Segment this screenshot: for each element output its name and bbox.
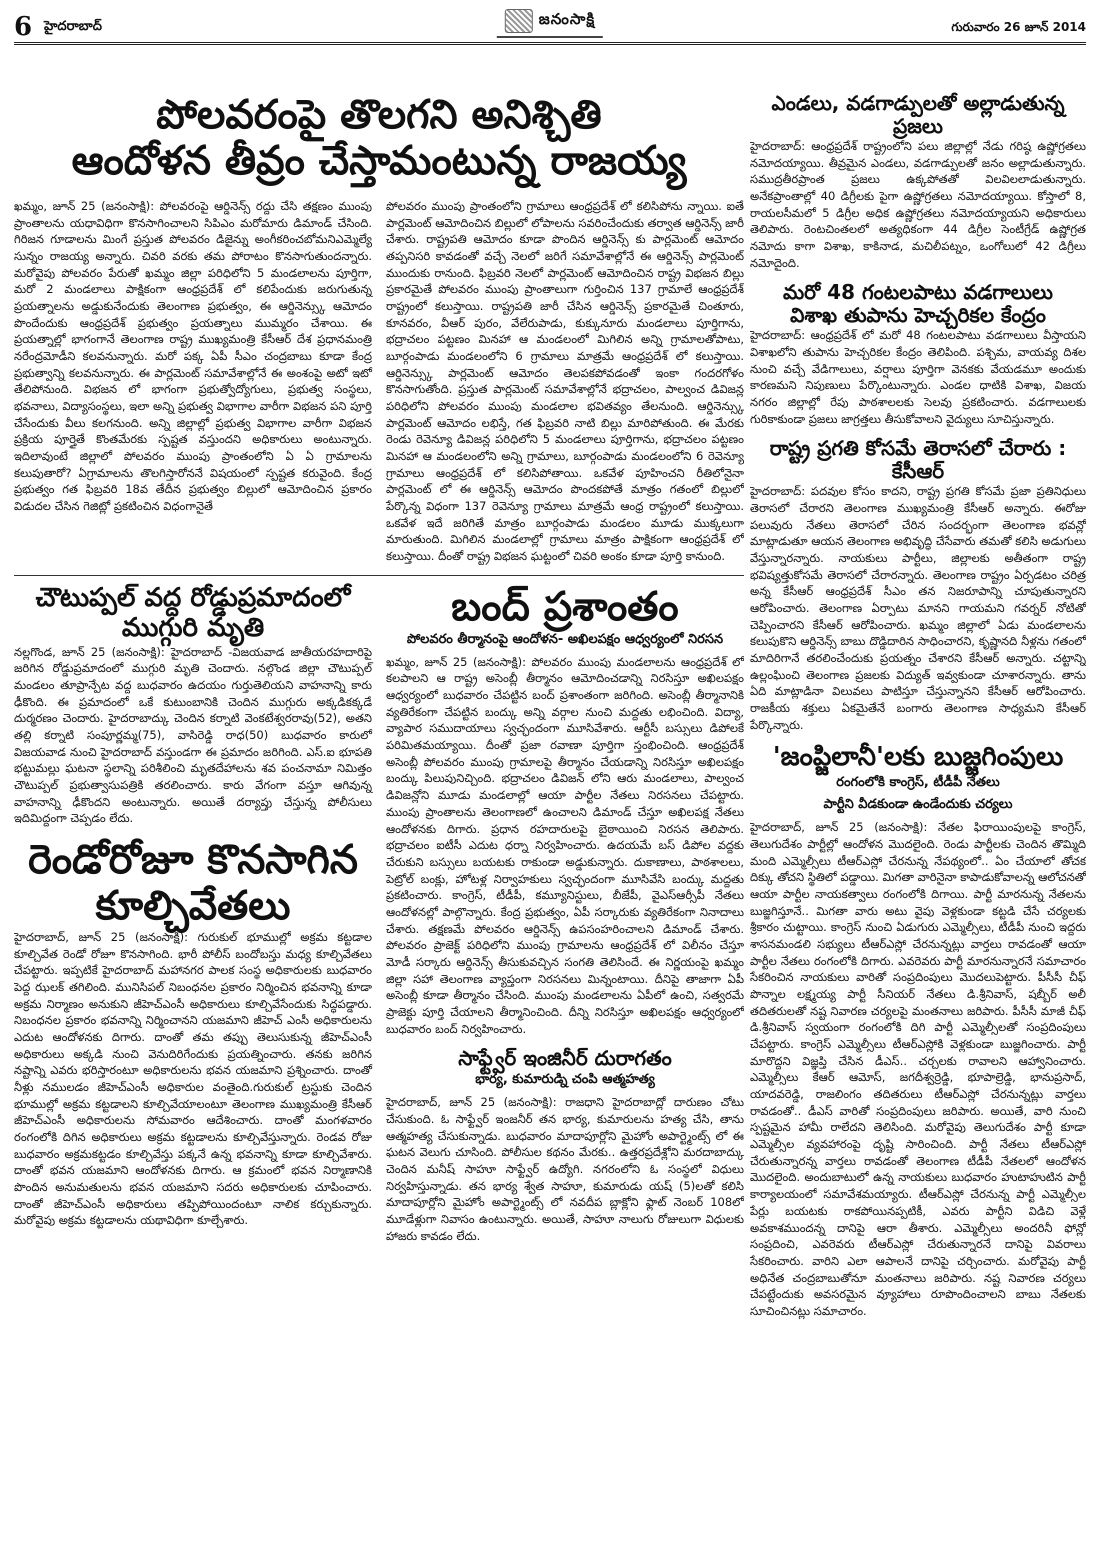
headline-polavaram-line2: ఆందోళన తీవ్రం చేస్తామంటున్న రాజయ్య: [71, 138, 687, 184]
headline-kulchivetalu-line1: రెండోరోజూ కొనసాగిన: [28, 836, 358, 883]
article-polavaram-body-1: ఖమ్మం, జూన్ 25 (జనంసాక్షి): పోలవరంపై ఆర్డినెన్స్ రద్దు చేసి తక్షణం ముంపు ప్రాంతాలను యధావిధిగా కొనసాగించాలని సిపిఎం మరోమారు డిమాండ్ చేసింది. గిరిజన గూడాలను మింగే ప్రస్తుత పోలవరం డిజైన్ను అంగీకరించబోమనిఎమ్మెల్యే సున్నం రాజయ్య అన్నారు. చివరి వరకు తమ పోరాటం కొనసాగుతుందన్నారు. మరోవైపు పోలవరం పేరుతో ఖమ్మం జిల్లా పరిధిలోని 5 మండలాలను పూర్తిగా, మరో 2 మండలాలు పాక్షికంగా ఆంధ్రప్రదేశ్ లో కలిపేందుకు జరుగుతున్న ప్రయత్నాలను అడ్డుకునేందుకు తెలంగాణ ప్రభుత్వం, ఈ ఆర్డినెన్స్కు ఆమోదం పొందేందుకు ఆంధ్రప్రదేశ్ ప్రభుత్వం ప్రయత్నాలు ముమ్మరం చేశాయి. ఈ ప్రయత్నాల్లో భాగంగానే తెలంగాణ రాష్ట్ర ముఖ్యమంత్రి కేసీఆర్ దేశ ప్రధానమంత్రి నరేంద్రమోడీని కలవనున్నారు. మరో పక్క ఏపీ సీఎం చంద్రబాబు కూడా కేంద్ర ప్రభుత్వాన్ని కలవనున్నారు. ఈ పార్లమెంట్ సమావేశాల్లోనే ఈ అంశంపై అటో ఇటో తేలిపోనుంది. విభజన లో భాగంగా ప్రభుత్వోద్యోగులు, ప్రభుత్వ సంస్థలు, భవనాలు, విద్యాసంస్థలు, ఇలా అన్ని ప్రభుత్వ విభాగాల వారీగా విభజన పని పూర్తి చేసేందుకు వీలు కలగనుంది. అన్ని జిల్లాల్లో ప్రభుత్వ విభాగాల వారీగా విభజన ప్రక్రియ పూర్తైతే కొంతమేరకు స్పష్టత వస్తుందని అధికారులు అంటున్నారు. ఇదిలావుంటే జిల్లాలో పోలవరం ముంపు ప్రాంతంలోని ఏ ఏ గ్రామాలను కలుపుతారో? ఏగ్రామాలను తొలగిస్తారోననే విషయంలో స్పష్టత కరువైంది. కేంద్ర ప్రభుత్వం గత ఫిబ్రవరి 18వ తేదీన ప్రభుత్వం బిల్లులో ఆమోదించిన ప్రకారం విడుదల చేసిన గెజిట్లో ప్రకటించిన విధంగానైతే: [14, 199, 372, 514]
side-column: [750, 92, 1086, 1330]
main-column: [14, 92, 744, 1254]
page-number: 6: [14, 12, 33, 42]
article-jump: [750, 743, 1086, 1319]
subheadline-jump-1: రంగంలోకి కాంగ్రెస్, టీడీపీ నేతలు: [836, 775, 1000, 791]
divider: [14, 575, 744, 576]
headline-kulchivetalu-line2: కూల్చివేతలు: [95, 882, 291, 929]
headline-storm-line1: మరో 48 గంటలపాటు వడగాలులు: [783, 280, 1053, 305]
article-kcr-body: హైదరాబాద్: పదవుల కోసం కాదని, రాష్ట్ర ప్రగతి కోసమే ప్రజా ప్రతినిధులు తెరాసలో చేరారని తెలంగాణ ముఖ్యమంత్రి కేసీఆర్ అన్నారు. ఈరోజు పలువురు నేతలు తెరాసలో చేరిన సందర్భంగా తెలంగాణ భవన్లో మాట్లాడుతూ ఆయన తెలంగాణ అభివృద్ధి చేసేవారు తమతో కలిసి అడుగులు వేస్తున్నారన్నారు. నాయకులు పార్టీలు, జిల్లాలకు అతీతంగా రాష్ట్ర భవిష్యత్తుకోసమే తెరాసలో చేరారన్నారు. తెలంగాణ రాష్ట్రం ఏర్పడటం చరిత్ర అన్న కేసీఆర్ ఆంధ్రప్రదేశ్ సీఎం తన నిజరూపాన్ని చూపుతున్నారని ఆరోపించారు. తెలంగాణ ఏర్పాటు మానని గాయమని గవర్నర్ నోటితో చెప్పించారని కేసీఆర్ ఆరోపించారు. ఖమ్మం జిల్లాలో ఏడు మండలాలను కలుపుకొని ఆర్డినెన్స్ బాబు దొడ్డిదారిన సాధించారని, కృష్ణానది నీళ్లను గతంలో మాదిరిగానే తరలించేందుకు ప్రయత్నం చేశారని కేసీఆర్ అన్నారు. చట్టాన్ని ఉల్లంఘించి తెలంగాణ ప్రజలకు విద్యుత్ ఇవ్వకుండా చూశారన్నారు. తాను ఏది మాట్లాడినా విలువలు పాటిస్తూ చేస్తున్నానని కేసీఆర్ ఆరోపించారు. రాజకీయ శక్తులు ఏకమైతేనే బంగారు తెలంగాణ సాధ్యమని కేసీఆర్ పేర్కొన్నారు.: [750, 484, 1086, 732]
article-storm-body: హైదరాబాద్: ఆంధ్రప్రదేశ్ లో మరో 48 గంటలపాటు వడగాలులు వీస్తాయని విశాఖలోని తుపాను హెచ్చరికల కేంద్రం తెలిపింది. పశ్చిమ, వాయవ్య దిశల నుంచి వచ్చే వేడిగాలులు, వర్షాలు పూర్తిగా వెనకకు వేయడమూ అందుకు కారణమని నిపుణులు పేర్కొంటున్నారు. ఎండల ధాటికి విశాఖ, విజయ నగరం జిల్లాల్లో రేపు పాఠశాలలకు సెలవు ప్రకటించారు. వడగాలులకు గురికాకుండా ప్రజలు జాగ్రత్తలు తీసుకోవాలని వైద్యులు సూచిస్తున్నారు.: [750, 328, 1086, 426]
headline-bandh: బంద్ ప్రశాంతం: [451, 583, 679, 630]
article-choutuppal: [14, 584, 372, 827]
article-software: [386, 1047, 744, 1244]
masthead: [497, 6, 603, 38]
issue-date: గురువారం 26 జూన్ 2014: [951, 20, 1086, 34]
article-jump-body: హైదరాబాద్, జూన్ 25 (జనంసాక్షి): నేతల ఫిరాయింపులపై కాంగ్రెస్, తెలుగుదేశం పార్టీల్లో ఆందోళన మొదలైంది. రెండు పార్టీలకు చెందిన తొమ్మిది మంది ఎమ్మెల్సీలు టీఆర్ఎస్లో చేరనున్న నేపథ్యంలో.. ఏం చేయాలో తోచక దిక్కు తోచని స్థితిలో పడ్డాయి. మిగతా వారినైనా కాపాడుకోవాలన్న ఆలోచనతో ఆయా పార్టీల నాయకత్వాలు రంగంలోకి దిగాయి. పార్టీ మారనున్న నేతలను బుజ్జగిస్తూనే.. మిగతా వారు అటు వైపు వెళ్లకుండా కట్టడి చేసే చర్యలకు శ్రీకారం చుట్టాయి. కాంగ్రెస్ నుంచి ఏడుగురు ఎమ్మెల్సీలు, టీడీపీ నుంచి ఇద్దరు శాసనమండలి సభ్యులు టీఆర్ఎస్లో చేరనున్నట్లు వార్తలు రావడంతో ఆయా పార్టీల నేతలు రంగంలోకి దిగారు. ఎవరెవరు పార్టీ మారనున్నారనే సమాచారం సేకరించిన నాయకులు వారితో సంప్రదింపులు మొదలుపెట్టారు. పీసీసీ చీఫ్ పొన్నాల లక్ష్మయ్య పార్టీ సీనియర్ నేతలు డి.శ్రీనివాస్, షబ్బీర్ అలీ తదితరులతో నష్ట నివారణ చర్యలపై మంతనాలు జరిపారు. పీసీసీ మాజీ చీఫ్ డి.శ్రీనివాస్ స్వయంగా రంగంలోకి దిగి పార్టీ ఎమ్మెల్సీలతో సంప్రదింపులు చేపట్టారు. కాంగ్రెస్ ఎమ్మెల్సీలు టీఆర్ఎస్లోకి వెళ్లకుండా బుజ్జగించారు. పార్టీ మారొద్దని విజ్ఞప్తి చేసిన డీఎస్.. చర్చలకు రావాలని ఆహ్వానించారు. ఎమ్మెల్సీలు కేఆర్ ఆమోస్, జగదీశ్వర్రెడ్డి, భూపాల్రెడ్డి, భానుప్రసాద్, యాదవరెడ్డి, రాజలింగం తదితరులు టీఆర్ఎస్లో చేరనున్నట్లు వార్తలు రావడంతో.. డీఎస్ వారితో సంప్రదింపులు జరిపారు. అయితే, వారి నుంచి స్పష్టమైన హామీ రాలేదని తెలిసింది. మరోవైపు తెలుగుదేశం పార్టీ కూడా ఎమ్మెల్సీల వ్యవహారంపై దృష్టి సారించింది. పార్టీ నేతలు టీఆర్ఎస్లో చేరుతున్నారన్న వార్తలు రావడంతో తెలంగాణ టీడీపీ నేతలలో ఆందోళన మొదలైంది. అందుబాటులో ఉన్న నాయకులు బుధవారం హుటాహుటిన పార్టీ కార్యాలయంలో సమావేశమయ్యారు. టీఆర్ఎస్లో చేరనున్న పార్టీ ఎమ్మెల్సీల పేర్లు బయటకు రాకపోయినప్పటికీ, ఎవరు పార్టీని విడిచి వెళ్లే అవకాశముందన్న దానిపై ఆరా తీశారు. ఎమ్మెల్సీలు అందరినీ ఫోన్లో సంప్రదించి, ఎవరెవరు టీఆర్ఎస్లో చేరుతున్నారనే దానిపై వివరాలు సేకరించారు. వారిని ఎలా ఆపాలనే దానిపై చర్చించారు. మరోవైపు పార్టీ అధినేత చంద్రబాబుతోనూ మంతనాలు జరిపారు. నష్ట నివారణ చర్యలు చేపట్టేందుకు అవసరమైన వ్యూహాలు రూపొందించాలని బాబు నేతలకు సూచించినట్లు సమాచారం.: [750, 820, 1086, 1318]
headline-software: సాఫ్ట్వేర్ ఇంజినీర్ దురాగతం: [458, 1046, 672, 1071]
article-storm: [750, 281, 1086, 427]
article-polavaram: [14, 92, 744, 565]
article-kcr: [750, 437, 1086, 733]
subheadline-jump-2: పార్టీని వీడకుండా ఉండేందుకు చర్యలు: [823, 797, 1013, 813]
page-header: [14, 6, 1086, 45]
headline-choutuppal-line2: ముగ్గురి మృతి: [121, 612, 265, 643]
article-heat-body: హైదరాబాద్: ఆంధ్రప్రదేశ్ రాష్ట్రంలోని పలు జిల్లాల్లో నేడు గరిష్ఠ ఉష్ణోగ్రతలు నమోదయ్యాయి. తీవ్రమైన ఎండలు, వడగాడ్పులతో జనం అల్లాడుతున్నారు. సముద్రతీరప్రాంత ప్రజలు ఉక్కపోతతో విలవిలలాడుతున్నారు. అనేకప్రాంతాల్లో 40 డిగ్రీలకు పైగా ఉష్ణోగ్రతలు నమోదయ్యాయి. కోస్తాలో 8, రాయలసీమలో 5 డిగ్రీల అధిక ఉష్ణోగ్రతలు నమోదయ్యాయని అధికారులు తెలిపారు. రెంటచింతలలో అత్యధికంగా 44 డిగ్రీల సెంటీగ్రేడ్ ఉష్ణోగ్రత నమోదు కాగా విశాఖ, కాకినాడ, మచిలీపట్నం, ఒంగోలులో 42 డిగ్రీలు నమోదైంది.: [750, 139, 1086, 270]
article-kulchivetalu-body: హైదరాబాద్, జూన్ 25 (జనంసాక్షి): గురుకుల్ భూముల్లో అక్రమ కట్టడాల కూల్చివేత రెండో రోజూ కొనసాగింది. భారీ పోలీస్ బందోబస్తు మధ్య కూల్చివేతలు చేపట్టారు. ఇప్పటికే హైదరాబాద్ మహానగర పాలక సంస్థ అధికారులకు బుధవారం పెద్ద ఝలక్ తగిలింది. మునిసిపల్ నిబంధనల ప్రకారం నిర్మించిన భవనాన్ని కూడా అక్రమ నిర్మాణం అనుకుని జీహెచ్ఎంసీ అధికారులు కూల్చివేసేందుకు సిద్ధపడ్డారు. నిబంధనల ప్రకారం భవనాన్ని నిర్మించానని యజమాని జీహెచ్ ఎంసీ అధికారులను ఎదుట ఆందోళనకు దిగారు. దాంతో తమ తప్పు తెలుసుకున్న జీహెచ్ఎంసీ అధికారులు అక్కడి నుంచి వెనుదిరిగేందుకు ప్రయత్నించారు. తనకు జరిగిన నష్టాన్ని ఎవరు భరిస్తారంటూ అధికారులను భవన యజమాని ప్రశ్నించారు. దాంతో నీళ్లు నములడం జీహెచ్ఎంసీ అధికారుల వంతైంది.గురుకుల్ ట్రస్టుకు చెందిన భూముల్లో అక్రమ కట్టడాలని కూల్చివేయాలంటూ తెలంగాణ ముఖ్యమంత్రి కేసీఆర్ జీహెచ్ఎంసీ అధికారులను సోమవారం ఆదేశించారు. దాంతో మంగళవారం రంగంలోకి దిగిన అధికారులు అక్రమ కట్టడాలను కూల్చివేస్తున్నారు. రెండవ రోజు బుధవారం అక్రమకట్టడం కూల్చివేస్తు పక్కనే ఉన్న భవనాన్ని కూడా కూల్చివేశారు. దాంతో భవన యజమాని ఆందోళనకు దిగారు. ఆ క్రమంలో భవన నిర్మాణానికి పొందిన అనుమతులను భవన యజమాని సదరు అధికారులకు చూపించారు. దాంతో జీహెచ్ఎంసీ అధికారులు తప్పిపోయిందంటూ నాలిక కర్చుకున్నారు. మరోవైపు అక్రమ కట్టడాలను యథావిధిగా కూల్చేశారు.: [14, 929, 372, 1228]
headline-storm-line2: విశాఖ తుపాను హెచ్చరికల కేంద్రం: [790, 303, 1046, 328]
article-kulchivetalu: [14, 837, 372, 1229]
headline-polavaram-line1: పోలవరంపై తొలగని అనిశ్చితి: [156, 92, 602, 138]
article-polavaram-body-2: పోలవరం ముంపు ప్రాంతంలోని గ్రామాలు ఆంధ్రప్రదేశ్ లో కలిసిపోను న్నాయి. ఐతే పార్లమెంట్ ఆమోదించిన బిల్లులో లోపాలను సవరించేందుకు తర్వాత ఆర్డినెన్స్ జారీ చేశారు. రాష్ట్రపతి ఆమోదం కూడా పొందిన ఆర్డినెన్స్ కు పార్లమెంట్ ఆమోదం తప్పనిసరి కావడంతో వచ్చే నెలలో జరిగే సమావేశాల్లోనే ఈ ఆర్డినెన్స్ పార్లమెంట్ ముందుకు రానుంది. ఫిబ్రవరి నెలలో పార్లమెంట్ ఆమోదించిన రాష్ట్ర విభజన బిల్లు ప్రకారమైతే పోలవరం ముంపు ప్రాంతాలుగా గుర్తించిన 137 గ్రామాలే ఆంధ్రప్రదేశ్ రాష్ట్రంలో కలుస్తాయి. రాష్ట్రపతి జారీ చేసిన ఆర్డినెన్స్ ప్రకారమైతే చింతూరు, కూనవరం, వీఆర్ పురం, వేలేరుపాడు, కుక్కునూరు మండలాలు పూర్తిగాను, భద్రాచలం పట్టణం మినహా ఆ మండలంలో మిగిలిన అన్ని గ్రామాలతోపాటు, బూర్గంపాడు మండలంలోని 6 గ్రామాలు మాత్రమే ఆంధ్రప్రదేశ్ లో కలుస్తాయి. ఆర్డినెన్స్కు పార్లమెంట్ ఆమోదం తెలపకపోవడంతో ఇంకా గందరగోళం కొనసాగుతోంది. ప్రస్తుత పార్లమెంట్ సమావేశాల్లోనే భద్రాచలం, పాల్వంచ డివిజన్ల పరిధిలోని పోలవరం ముంపు మండలాల భవితవ్యం తేలనుంది. ఆర్డినెన్స్కు పార్లమెంట్ ఆమోదం లభిస్తే, గత ఫిబ్రవరి నాటి బిల్లు మారిపోతుంది. ఈ మేరకు రెండు రెవెన్యూ డివిజన్ల పరిధిలోని 5 మండలాలు పూర్తిగాను, భద్రాచలం పట్టణం మినహా ఆ మండలంలోని అన్ని గ్రామాలు, బూర్గంపాడు మండలంలోని 6 రెవెన్యూ గ్రామాలు ఆంధ్రప్రదేశ్ లో కలిసిపోతాయి. ఒకవేళ పూహించని రీతిలోనైనా పార్లమెంట్ లో ఈ ఆర్డినెన్స్ ఆమోదం పొందకపోతే మాత్రం గతంలో బిల్లులో పేర్కొన్న విధంగా 137 రెవెన్యూ గ్రామాలు మాత్రమే ఆంధ్ర రాష్ట్రంలో కలుస్తాయి. ఒకవేళ ఇదే జరిగితే మాత్రం బూర్గంపాడు మండలం మూడు ముక్కలుగా మారుతుంది. మిగిలిన మండలాల్లో గ్రామాలు మాత్రం పాక్షికంగా ఆంధ్రప్రదేశ్ లో కలుస్తాయి. దీంతో రాష్ట్ర విభజన ఘట్టంలో చివరి అంకం కూడా పూర్తి కానుంది.: [386, 199, 744, 564]
masthead-logo-icon: [505, 9, 533, 33]
subheadline-bandh: పోలవరం తీర్మానంపై ఆందోళన- అఖిలపక్షం ఆధ్వర్యంలో నిరసన: [406, 631, 724, 647]
headline-heat: ఎండలు, వడగాడ్పులతో అల్లాడుతున్న ప్రజలు: [771, 92, 1065, 138]
subheadline-software: భార్య, కుమారుడ్ని చంపి ఆత్మహత్య: [475, 1072, 655, 1088]
masthead-title: జనంసాక్షి: [538, 10, 596, 28]
article-choutuppal-body: నల్లగొండ, జూన్ 25 (జనంసాక్షి): హైదరాబాద్ -విజయవాడ జాతీయరహదారిపై జరిగిన రోడ్డుప్రమాదంలో ముగ్గురి మృతి చెందారు. నల్గొండ జిల్లా చౌటుప్పల్ మండలం తూప్రాన్పేట వద్ద బుధవారం ఉదయం గుర్తుతెలియని వాహనాన్ని కారు ఢీకొంది. ఈ ప్రమాదంలో ఒకే కుటుంబానికి చెందిన ముగ్గురు అక్కడికక్కడే దుర్మరణం చెందారు. హైదరాబాద్కు చెందిన కర్నాటి వెంకటేశ్వరరావు(52), అతని తల్లి కర్నాటి సంపూర్ణమ్మ(75), వాసిరెడ్డి రాధ(50) బుధవారం కారులో విజయవాడ నుంచి హైదరాబాద్ వస్తుండగా ఈ ప్రమాదం జరిగింది. ఎస్.ఐ భూపతి భట్టుమల్లు ఘటనా స్థలాన్ని పరిశీలించి మృతదేహాలను శవ పంచనామా నిమిత్తం చౌటుప్పల్ ప్రభుత్వాసుపత్రికి తరలించారు. కారు వేగంగా వస్తూ ఆగివున్న వాహనాన్ని ఢీకొందని అంటున్నారు. అయితే దర్యాప్తు చేస్తున్న పోలీసులు ఇదిమిద్దంగా చెప్పడం లేదు.: [14, 644, 372, 826]
article-heat: [750, 92, 1086, 271]
headline-choutuppal-line1: చౌటుప్పల్ వద్ద రోడ్డుప్రమాదంలో: [35, 582, 351, 613]
article-software-body: హైదరాబాద్, జూన్ 25 (జనంసాక్షి): రాజధాని హైదరాబాద్లో దారుణం చోటు చేసుకుంది. ఓ సాఫ్ట్వేర్ ఇంజనీర్ తన భార్య, కుమారులను హత్య చేసి, తాను ఆత్మహత్య చేసుకున్నాడు. బుధవారం మాదాపూర్లోని మైహోం అపార్ట్మెంట్స్ లో ఈ ఘటన వెలుగు చూసింది. పోలీసుల కథనం మేరకు.. ఉత్తరప్రదేశ్లోని మరదాబాద్కు చెందిన మనీష్ సాహూ సాఫ్ట్వేర్ ఉద్యోగి. నగరంలోని ఓ సంస్థలో విధులు నిర్వహిస్తున్నాడు. తన భార్య శ్వేత సాహూ, కుమారుడు యష్ (5)లతో కలిసి మాదాపూర్లోని మైహోం అపార్ట్మెంట్స్ లో నవదీప బ్లాక్లోని ఫ్లాట్ నెంబర్ 108లో మూడేళ్లుగా నివాసం ఉంటున్నారు. అయితే, సాహూ నాలుగు రోజులుగా విధులకు హాజరు కావడం లేదు.: [386, 1095, 744, 1243]
section-city: హైదరాబాద్: [44, 19, 102, 34]
headline-jump: 'జంప్జిలానీ'లకు బుజ్జగింపులు: [772, 742, 1064, 773]
headline-kcr: రాష్ట్ర ప్రగతి కోసమే తెరాసలో చేరారు : కేసీఆర్: [769, 436, 1067, 484]
article-bandh: [386, 584, 744, 1037]
article-bandh-body: ఖమ్మం, జూన్ 25 (జనంసాక్షి): పోలవరం ముంపు మండలాలను ఆంధ్రప్రదేశ్ లో కలపాలని ఆ రాష్ట్ర అసెంబ్లీ తీర్మానం ఆమోదించడాన్ని నిరసిస్తూ అఖిలపక్షం ఆధ్వర్యంలో బుధవారం చేపట్టిన బంద్ ప్రశాంతంగా జరిగింది. అసెంబ్లీ తీర్మానానికి వ్యతిరేకంగా చేపట్టిన బంద్కు అన్ని వర్గాల నుంచి మద్దతు లభించింది. విద్యా, వ్యాపార సముదాయాలు స్వచ్ఛందంగా మూసివేశారు. ఆర్టీసీ బస్సులు డిపోలకే పరిమితమయ్యాయి. దీంతో ప్రజా రవాణా పూర్తిగా స్తంభించింది. ఆంధ్రప్రదేశ్ అసెంబ్లీ పోలవరం ముంపు గ్రామాలపై తీర్మానం చేయడాన్ని నిరసిస్తూ అఖిలపక్షం బంద్కు పిలుపునిచ్చింది. భద్రాచలం డివిజన్ లోని ఆరు మండలాలు, పాల్వంచ డివిజన్లోని మూడు మండలాల్లో ఆయా పార్టీల నేతలు నిరసనలు చేపట్టారు. ముంపు ప్రాంతాలను తెలంగాణలో ఉంచాలని డిమాండ్ చేస్తూ అఖిలపక్ష నేతలు ఆందోళనకు దిగారు. ప్రధాన రహదారులపై బైఠాయించి నిరసన తెలిపారు. భద్రాచలం ఐటీసీ ఎదుట ధర్నా నిర్వహించారు. ఉదయమే బస్ డిపోల వద్దకు చేరుకుని బస్సులు బయటకు రాకుండా అడ్డుకున్నారు. దుకాణాలు, పాఠశాలలు, పెట్రోల్ బంక్లు, హోటళ్ల నిర్వాహకులు స్వచ్ఛందంగా మూసివేసి బంద్కు మద్దతు ప్రకటించారు. కాంగ్రెస్, టీడీపీ, కమ్యూనిస్టులు, బీజేపీ, వైఎస్ఆర్సీపీ నేతలు ఆందోళనల్లో పాల్గొన్నారు. కేంద్ర ప్రభుత్వం, ఏపీ సర్కారుకు వ్యతిరేకంగా నినాదాలు చేశారు. తక్షణమే పోలవరం ఆర్డినెన్స్ ఉపసంహరించాలని డిమాండ్ చేశారు. పోలవరం ప్రాజెక్ట్ పరిధిలోని ముంపు గ్రామాలను ఆంధ్రప్రదేశ్ లో విలీనం చేస్తూ మోడీ సర్కారు ఆర్డినెన్స్ తీసుకువచ్చిన సంగతి తెలిసిందే. ఈ నిర్ణయంపై ఖమ్మం జిల్లా సహా తెలంగాణ వ్యాప్తంగా నిరసనలు మిన్నంటాయి. దీనిపై తాజాగా ఏపీ అసెంబ్లీ కూడా తీర్మానం చేసింది. ముంపు మండలాలను ఏపీలో ఉంచి, సత్వరమే ప్రాజెక్టు పూర్తి చేయాలని తీర్మానించింది. దీన్ని నిరసిస్తూ అఖిలపక్షం ఆధ్వర్యంలో బుధవారం బంద్ నిర్వహించారు.: [386, 654, 744, 1036]
